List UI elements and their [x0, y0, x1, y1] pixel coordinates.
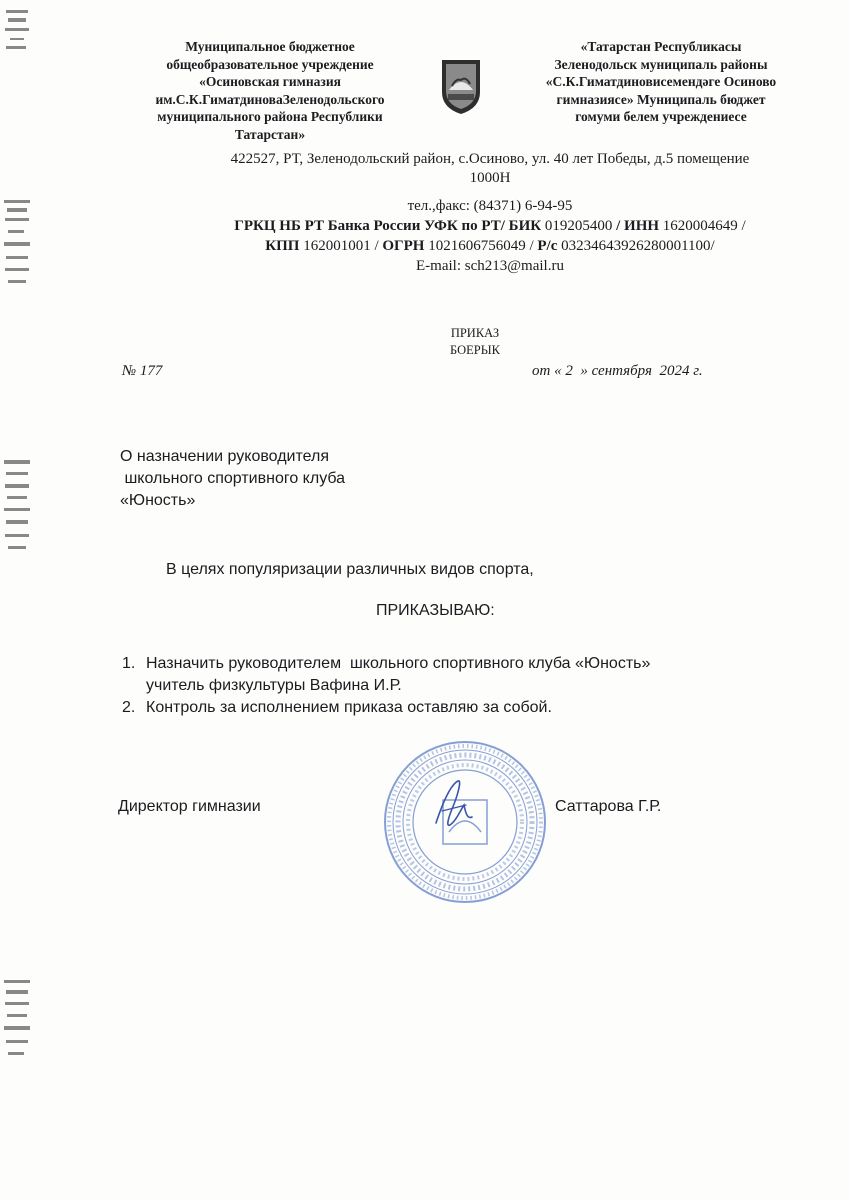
subject-line: О назначении руководителя: [120, 448, 330, 465]
coat-of-arms-icon: [438, 56, 484, 116]
header-right-line: гомуми белем учреждениесе: [575, 109, 747, 124]
scan-edge-artifact: [0, 0, 42, 1200]
bank-line-2: [180, 236, 800, 256]
rs-value: 03234643926280001100/: [561, 238, 715, 254]
header-right-line: гимназиясе» Муниципаль бюджет: [556, 91, 766, 107]
inn-label: / ИНН: [612, 218, 663, 234]
item-text: Назначить руководителем школьного спортивного клуба «Юность»: [146, 655, 651, 672]
bank-line-1: [180, 216, 800, 236]
ogrn-value: 1021606756049 /: [428, 238, 538, 254]
signatory-position: Директор гимназии: [118, 798, 261, 815]
header-org-name-tt: [525, 38, 797, 126]
bank-label: ГРКЦ НБ РТ Банка России УФК по РТ/ БИК: [234, 218, 545, 234]
header-org-name-ru: [122, 38, 418, 143]
item-number: 1.: [122, 655, 136, 672]
header-right-line: «Татарстан Республикасы: [580, 39, 742, 54]
header-right-line: «С.К.Гиматдиновисемендәге Осиново: [545, 74, 777, 89]
order-title-ru: ПРИКАЗ: [450, 326, 500, 340]
bank-details: [180, 198, 800, 276]
header-left-line: Татарстан»: [234, 126, 306, 142]
ogrn-label: ОГРН: [382, 238, 429, 254]
header-left-line: Муниципальное бюджетное: [185, 39, 355, 54]
address-block: [180, 150, 800, 188]
item-text: учитель физкультуры Вафина И.Р.: [146, 677, 402, 694]
header-right-line: Зеленодольск муниципаль районы: [554, 56, 768, 72]
kpp-label: КПП: [265, 238, 304, 254]
rs-label: Р/с: [537, 238, 562, 254]
subject-line: школьного спортивного клуба: [120, 470, 346, 487]
subject-line: «Юность»: [120, 492, 196, 509]
header-left-line: им.С.К.ГиматдиноваЗеленодольского: [155, 91, 385, 107]
preamble: В целях популяризации различных видов спорта,: [166, 561, 534, 578]
address-line: 1000Н: [469, 170, 511, 186]
signature-scribble: [428, 775, 478, 835]
prikazyvayu-heading: ПРИКАЗЫВАЮ:: [376, 602, 495, 619]
kpp-value: 162001001 /: [303, 238, 383, 254]
header-left-line: муниципального района Республики: [157, 109, 383, 124]
order-number: № 177: [122, 363, 163, 379]
header-left-line: общеобразовательное учреждение: [166, 56, 374, 72]
email: E-mail: sch213@mail.ru: [416, 258, 564, 274]
item-number: 2.: [122, 699, 136, 716]
phone-fax: тел.,факс: (84371) 6-94-95: [407, 198, 573, 214]
bik-value: 019205400: [544, 218, 613, 234]
list-item: [122, 697, 650, 719]
order-title-tt: БОЕРЫК: [450, 343, 500, 357]
header-left-line: «Осиновская гимназия: [199, 74, 341, 89]
inn-value: 1620004649 /: [662, 218, 746, 234]
order-date: от « 2 » сентября 2024 г.: [532, 363, 703, 379]
list-item: [122, 653, 650, 697]
order-subject: [120, 446, 345, 512]
item-text: Контроль за исполнением приказа оставляю за собой.: [146, 699, 552, 716]
signatory-name: Саттарова Г.Р.: [555, 798, 662, 815]
address-line: 422527, РТ, Зеленодольский район, с.Осиново, ул. 40 лет Победы, д.5 помещение: [230, 151, 750, 167]
order-items-list: [122, 653, 650, 719]
